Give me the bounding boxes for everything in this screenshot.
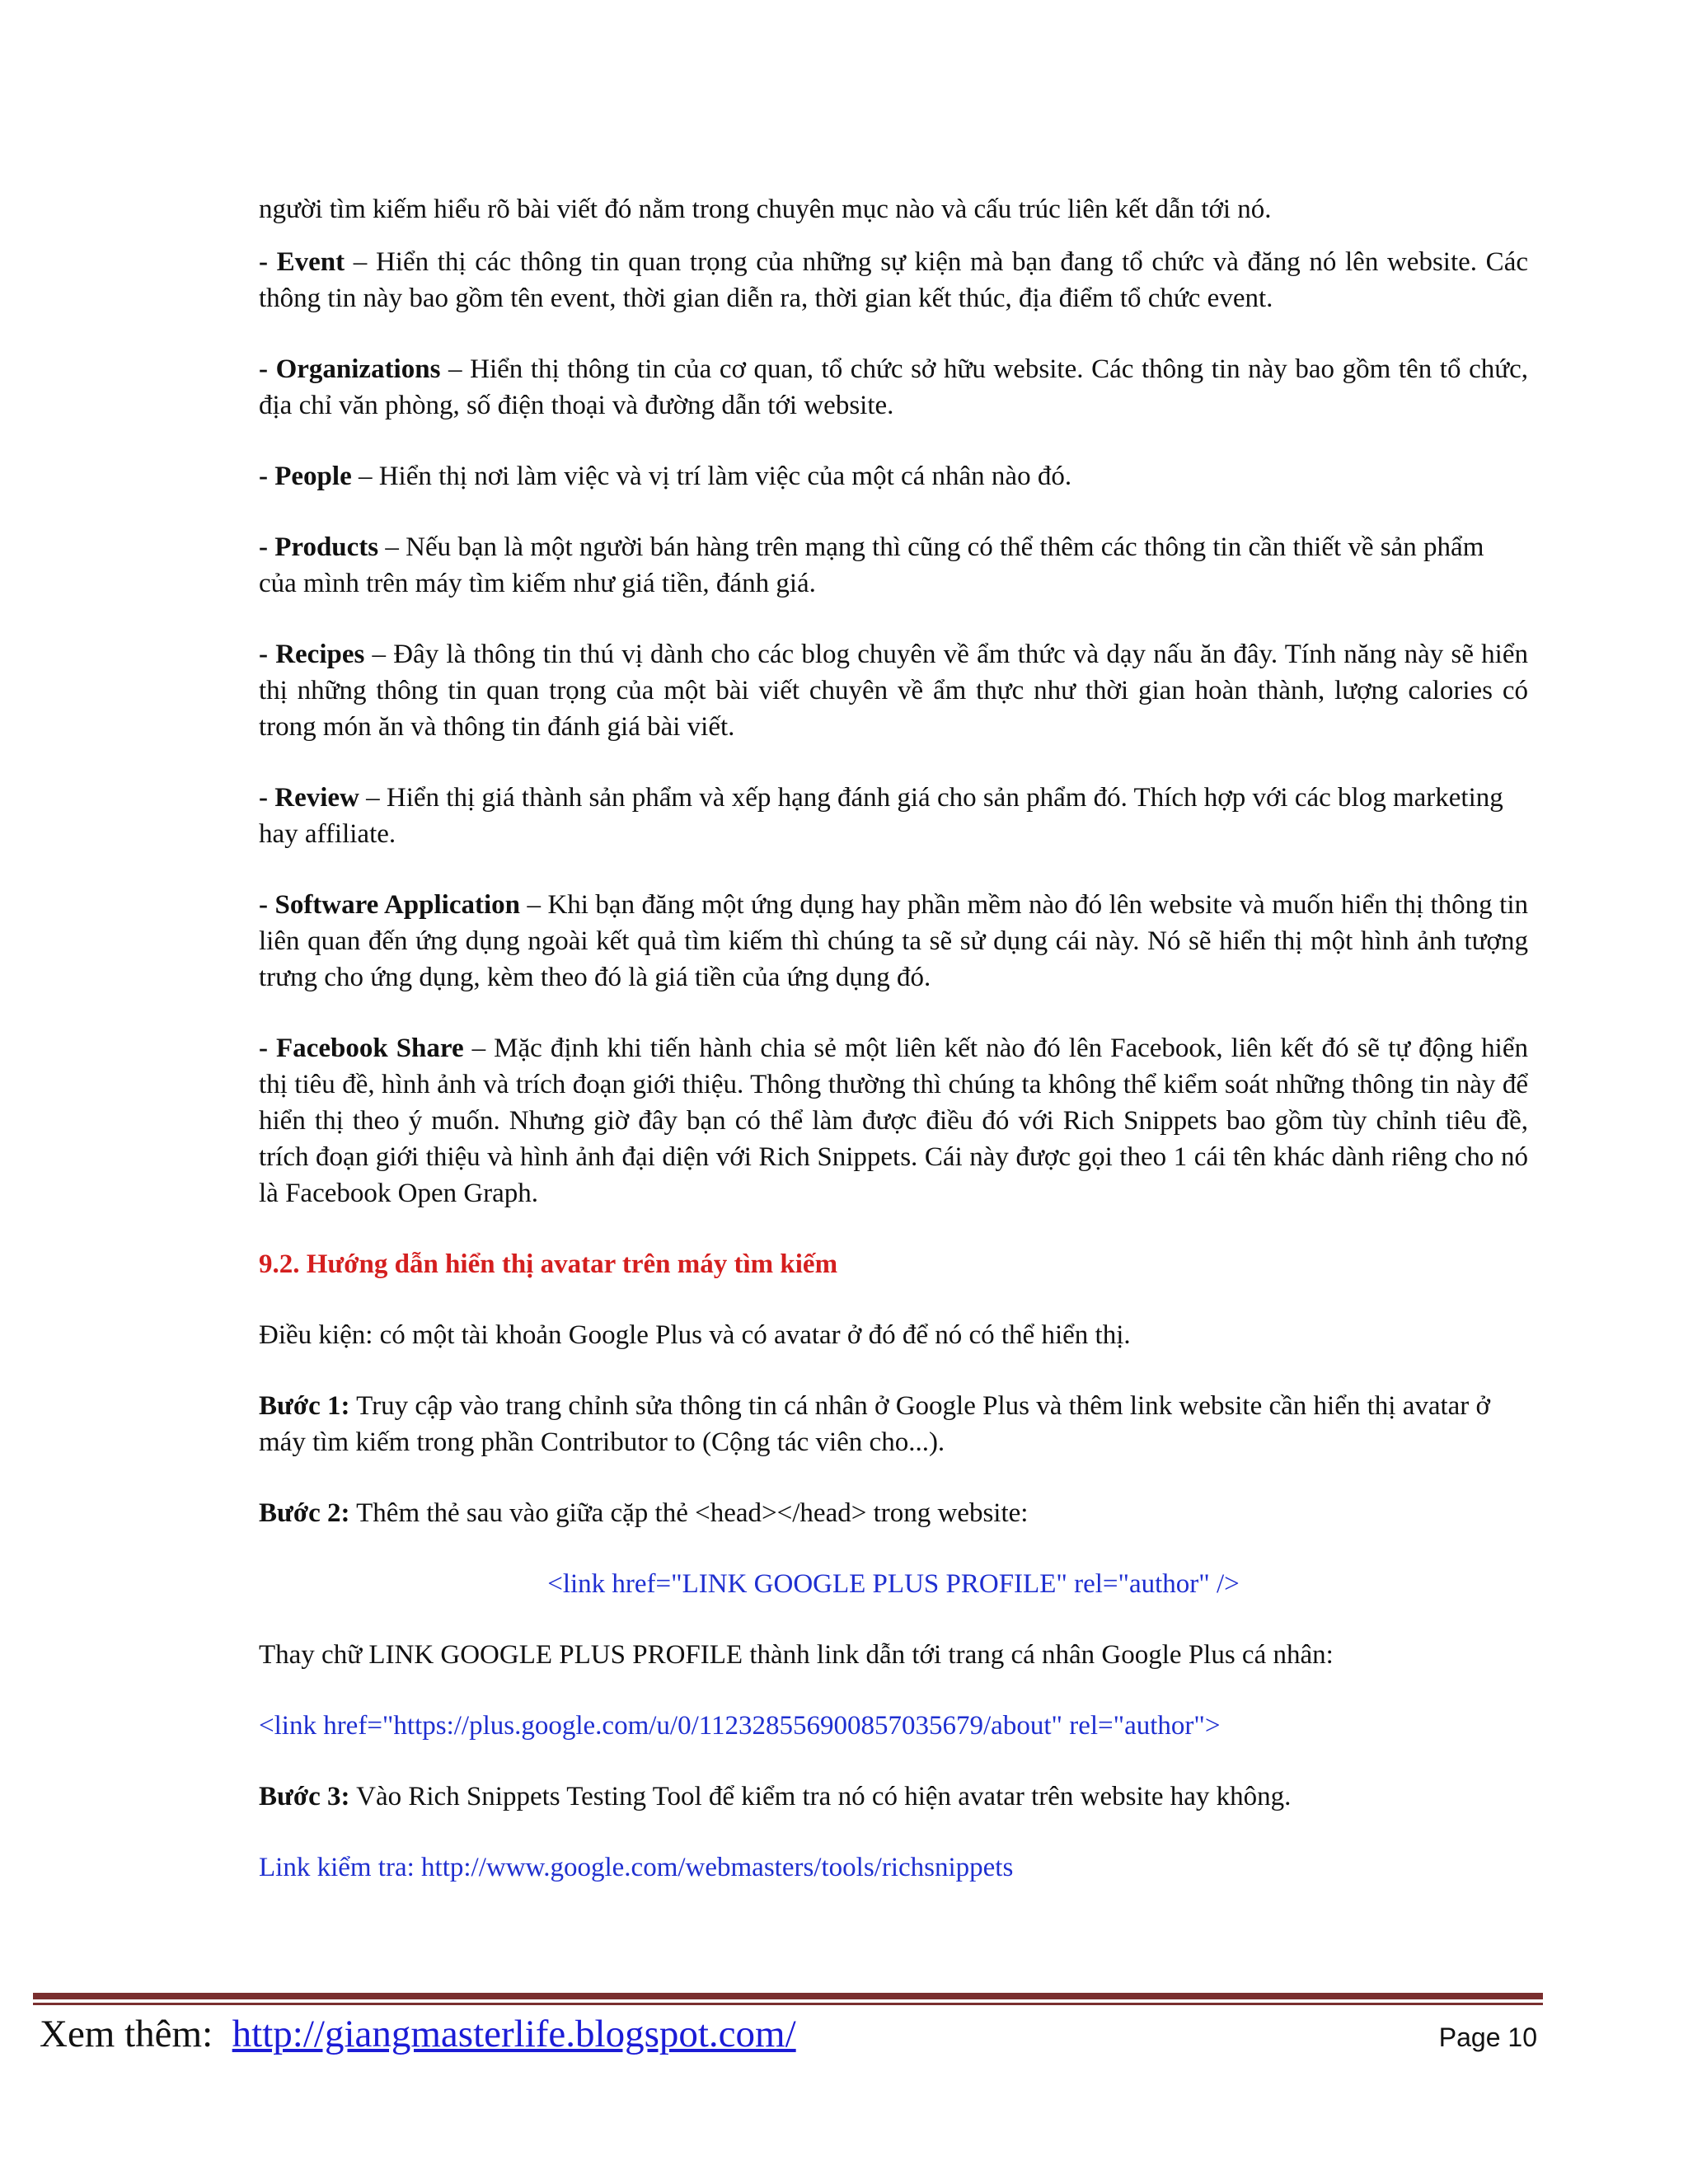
item-label: - Products [259, 532, 379, 562]
footer [40, 2009, 796, 2059]
item-text: – Đây là thông tin thú vị dành cho các blog chuyên về ẩm thức và dạy nấu ăn đây. Tính năng này sẽ hiển thị những thông tin quan trọng của một bài viết chuyên về ẩm thực như thời gian hoàn thành, lượng calories có trong món ăn và thông tin đánh giá bài viết. [259, 640, 1528, 742]
paragraph-replace: Thay chữ LINK GOOGLE PLUS PROFILE thành link dẫn tới trang cá nhân Google Plus cá nhân: [259, 1640, 1334, 1670]
item-label: - Event [259, 247, 345, 277]
paragraph-condition: Điều kiện: có một tài khoản Google Plus và có avatar ở đó để nó có thể hiển thị. [259, 1320, 1131, 1350]
step-text: Truy cập vào trang chỉnh sửa thông tin cá nhân ở Google Plus và thêm link website cần hiển thị avatar ở máy tìm kiếm trong phần Contributor to (Cộng tác viên cho...). [259, 1391, 1490, 1457]
item-label: - People [259, 462, 352, 491]
step-3 [259, 1779, 1528, 1815]
step-text: Vào Rich Snippets Testing Tool để kiểm tra nó có hiện avatar trên website hay không. [349, 1782, 1292, 1811]
step-text: Thêm thẻ sau vào giữa cặp thẻ <head></head> trong website: [349, 1498, 1029, 1528]
item-facebook-share [259, 1030, 1528, 1212]
step-1 [259, 1388, 1528, 1460]
footer-divider-thin [33, 2003, 1543, 2005]
step-label: Bước 1: [259, 1391, 350, 1421]
item-products [259, 529, 1528, 602]
item-recipes [259, 636, 1528, 745]
item-label: - Organizations [259, 354, 441, 384]
item-text: – Hiển thị thông tin của cơ quan, tổ chức sở hữu website. Các thông tin này bao gồm tên tổ chức, địa chỉ văn phòng, số điện thoại và đường dẫn tới website. [259, 354, 1528, 420]
item-text: – Hiển thị nơi làm việc và vị trí làm việc của một cá nhân nào đó. [351, 462, 1072, 491]
item-label: - Facebook Share [259, 1033, 464, 1063]
item-text: – Khi bạn đăng một ứng dụng hay phần mềm nào đó lên website và muốn hiển thị thông tin liên quan đến ứng dụng ngoài kết quả tìm kiếm thì chúng ta sẽ sử dụng cái này. Nó sẽ hiển thị một hình ảnh tượng trưng cho ứng dụng, kèm theo đó là giá tiền của ứng dụng đó. [259, 890, 1528, 992]
paragraph-intro: người tìm kiếm hiểu rõ bài viết đó nằm trong chuyên mục nào và cấu trúc liên kết dẫn tới nó. [259, 194, 1272, 224]
item-text: – Hiển thị các thông tin quan trọng của những sự kiện mà bạn đang tổ chức và đăng nó lên website. Các thông tin này bao gồm tên event, thời gian diễn ra, thời gian kết thúc, địa điểm tổ chức event. [259, 247, 1528, 313]
step-label: Bước 2: [259, 1498, 350, 1528]
item-text: – Hiển thị giá thành sản phẩm và xếp hạng đánh giá cho sản phẩm đó. Thích hợp với các blog marketing hay affiliate. [259, 783, 1503, 849]
code-snippet-template: <link href="LINK GOOGLE PLUS PROFILE" rel="author" /> [547, 1569, 1240, 1599]
code-snippet-example: <link href="https://plus.google.com/u/0/112328556900857035679/about" rel="author"> [259, 1711, 1221, 1741]
check-link[interactable]: Link kiểm tra: http://www.google.com/webmasters/tools/richsnippets [259, 1853, 1014, 1882]
document-body [259, 191, 1528, 1886]
item-text: – Nếu bạn là một người bán hàng trên mạng thì cũng có thể thêm các thông tin cần thiết về sản phẩm của mình trên máy tìm kiếm như giá tiền, đánh giá. [259, 532, 1484, 598]
item-label: - Software Application [259, 890, 521, 920]
item-review [259, 780, 1528, 852]
step-label: Bước 3: [259, 1782, 350, 1811]
item-text: – Mặc định khi tiến hành chia sẻ một liên kết nào đó lên Facebook, liên kết đó sẽ tự động hiển thị tiêu đề, hình ảnh và trích đoạn giới thiệu. Thông thường thì chúng ta không thể kiểm soát những thông tin này để hiển thị theo ý muốn. Nhưng giờ đây bạn có thể làm được điều đó với Rich Snippets bao gồm tùy chỉnh tiêu đề, trích đoạn giới thiệu và hình ảnh đại diện với Rich Snippets. Cái này được gọi theo 1 cái tên khác dành riêng cho nó là Facebook Open Graph. [259, 1033, 1528, 1208]
item-event [259, 244, 1528, 316]
footer-prefix: Xem thêm: [40, 2013, 213, 2055]
page-number: Page 10 [1438, 2022, 1537, 2052]
item-label: - Review [259, 783, 359, 813]
item-organizations [259, 351, 1528, 424]
section-heading: 9.2. Hướng dẫn hiển thị avatar trên máy tìm kiếm [259, 1249, 838, 1279]
item-software-application [259, 887, 1528, 996]
step-2 [259, 1495, 1528, 1531]
footer-link[interactable]: http://giangmasterlife.blogspot.com/ [232, 2013, 796, 2055]
item-label: - Recipes [259, 640, 365, 669]
item-people [259, 458, 1528, 494]
footer-divider-thick [33, 1993, 1543, 1999]
